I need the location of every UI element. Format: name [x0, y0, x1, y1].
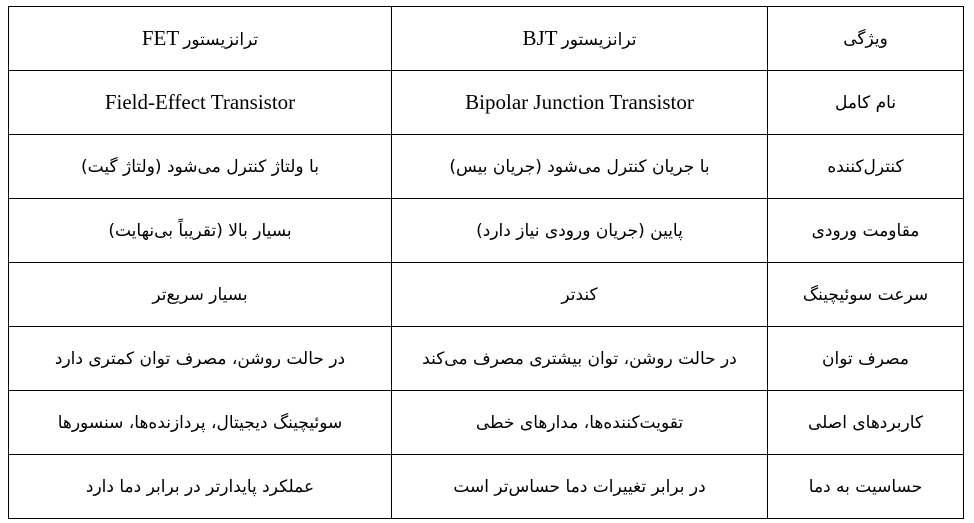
- bjt-cell: در حالت روشن، توان بیشتری مصرف می‌کند: [392, 327, 768, 391]
- fet-cell: بسیار سریع‌تر: [9, 263, 392, 327]
- header-fet-suffix: FET: [141, 26, 180, 50]
- bjt-vs-fet-comparison-table: [8, 6, 964, 519]
- header-feature: ویژگی: [768, 7, 964, 71]
- header-fet-prefix: ترانزیستور: [183, 30, 259, 50]
- header-fet: [9, 7, 392, 71]
- feature-cell: مصرف توان: [768, 327, 964, 391]
- table-header-row: [9, 7, 964, 71]
- fet-cell: عملکرد پایدارتر در برابر دما دارد: [9, 455, 392, 519]
- fet-cell: با ولتاژ کنترل می‌شود (ولتاژ گیت): [9, 135, 392, 199]
- fet-cell: سوئیچینگ دیجیتال، پردازنده‌ها، سنسورها: [9, 391, 392, 455]
- table-row-input-resistance: [9, 199, 964, 263]
- header-bjt-prefix: ترانزیستور: [561, 30, 637, 50]
- bjt-cell: تقویت‌کننده‌ها، مدارهای خطی: [392, 391, 768, 455]
- feature-cell: نام کامل: [768, 71, 964, 135]
- header-bjt: [392, 7, 768, 71]
- fet-cell: Field-Effect Transistor: [9, 71, 392, 135]
- table-row-full-name: [9, 71, 964, 135]
- table-row-controller: [9, 135, 964, 199]
- table-row-switching-speed: [9, 263, 964, 327]
- table-row-temperature-sensitivity: [9, 455, 964, 519]
- feature-cell: مقاومت ورودی: [768, 199, 964, 263]
- table-row-power-consumption: [9, 327, 964, 391]
- bjt-cell: کندتر: [392, 263, 768, 327]
- header-bjt-suffix: BJT: [522, 26, 558, 50]
- feature-cell: کاربردهای اصلی: [768, 391, 964, 455]
- bjt-cell: در برابر تغییرات دما حساس‌تر است: [392, 455, 768, 519]
- table-row-main-applications: [9, 391, 964, 455]
- bjt-cell: با جریان کنترل می‌شود (جریان بیس): [392, 135, 768, 199]
- bjt-cell: پایین (جریان ورودی نیاز دارد): [392, 199, 768, 263]
- feature-cell: کنترل‌کننده: [768, 135, 964, 199]
- fet-cell: بسیار بالا (تقریباً بی‌نهایت): [9, 199, 392, 263]
- fet-cell: در حالت روشن، مصرف توان کمتری دارد: [9, 327, 392, 391]
- bjt-cell: Bipolar Junction Transistor: [392, 71, 768, 135]
- feature-cell: حساسیت به دما: [768, 455, 964, 519]
- feature-cell: سرعت سوئیچینگ: [768, 263, 964, 327]
